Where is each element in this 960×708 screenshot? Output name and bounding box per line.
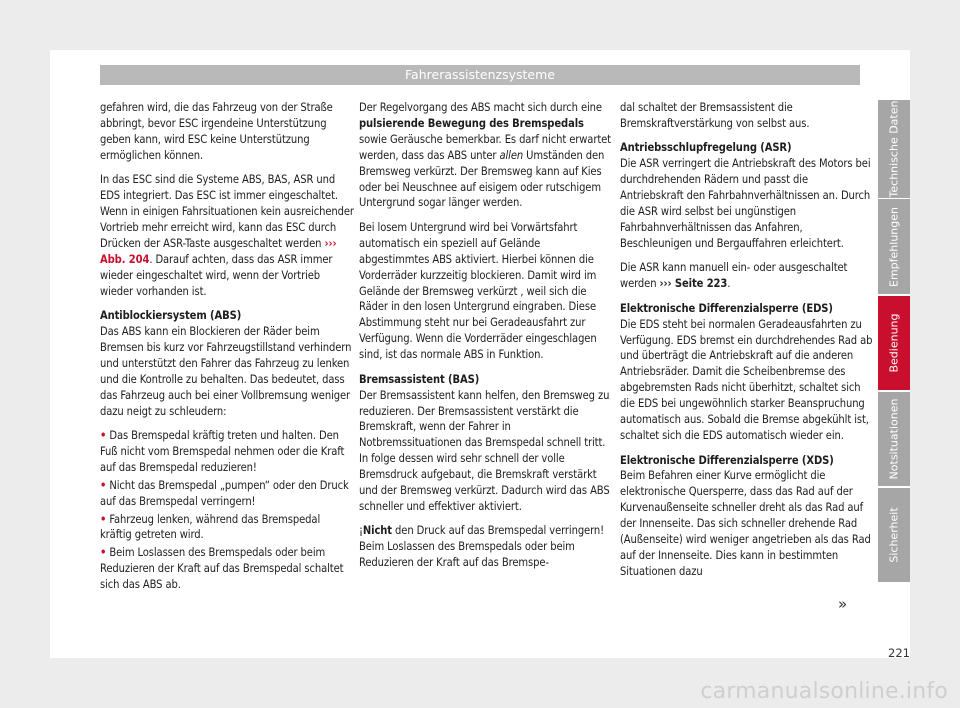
- bullet-icon: •: [100, 478, 107, 492]
- tab-sicherheit[interactable]: [878, 488, 910, 582]
- tab-label: Notsituationen: [887, 398, 901, 480]
- tab-label: Technische Daten: [887, 100, 901, 198]
- paragraph: [100, 172, 354, 299]
- tab-technische-daten[interactable]: [878, 100, 910, 198]
- list-item-text: Nicht das Bremspedal „pumpen“ oder den Druck auf das Bremspedal verringern!: [100, 478, 349, 508]
- text-run: In das ESC sind die Systeme ABS, BAS, ASR und EDS integriert. Das ESC ist immer eingeschaltet. Wenn in einigen Fahrsituationen kein ausreichender Vortrieb mehr erreicht wird, kann das ESC durch Drücken der ASR-Taste ausgeschaltet werden: [100, 173, 354, 250]
- list-item-text: Beim Loslassen des Bremspedals oder beim Reduzieren der Kraft auf das Bremspedal schaltet sich das ABS ab.: [100, 546, 344, 592]
- paragraph: gefahren wird, die das Fahrzeug von der Straße abbringt, bevor ESC irgendeine Unterstützung geben kann, wird ESC keine Unterstützung ermöglichen können.: [100, 101, 333, 162]
- paragraph: [620, 260, 874, 292]
- section-heading: Elektronische Differenzialsperre (XDS): [620, 453, 834, 467]
- text-run: Der Regelvorgang des ABS macht sich durch eine: [359, 101, 602, 114]
- text-run: .: [727, 277, 731, 291]
- section-heading: Antiblockiersystem (ABS): [100, 309, 242, 323]
- text-run: . Darauf achten, dass das ASR immer wieder eingeschaltet wird, wenn der Vortrieb wieder vorhanden ist.: [100, 252, 333, 298]
- section-heading: Elektronische Differenzialsperre (EDS): [620, 301, 833, 315]
- text-run: Die ASR kann manuell ein- oder ausgeschaltet werden: [620, 261, 848, 291]
- tab-empfehlungen[interactable]: [878, 199, 910, 294]
- list-item-text: Fahrzeug lenken, während das Bremspedal kräftig getreten wird.: [100, 512, 321, 542]
- text-column-1: [100, 100, 354, 595]
- bullet-icon: •: [100, 512, 107, 526]
- bold-run: pulsierende Bewegung des Bremspedals: [359, 116, 584, 130]
- list-item: [100, 478, 354, 510]
- tab-label: Empfehlungen: [887, 206, 901, 287]
- page-number: 221: [888, 646, 910, 660]
- tab-notsituationen[interactable]: [878, 392, 910, 486]
- paragraph: Das ABS kann ein Blockieren der Räder beim Bremsen bis kurz vor Fahrzeugstillstand verhindern und unterstützt den Fahrer das Fahrzeug zu lenken und die Kontrolle zu behalten. Das bedeutet, dass das Fahrzeug auch bei einer Vollbremsung weniger dazu neigt zu schleudern:: [100, 324, 352, 418]
- page-reference-link[interactable]: ››› Seite 223: [659, 277, 728, 291]
- paragraph: Der Bremsassistent kann helfen, den Bremsweg zu reduzieren. Der Bremsassistent verstärkt die Bremskraft, wenn der Fahrer in Notbremssituationen das Bremspedal schnell tritt. In folge dessen wird sehr schnell der volle Bremsdruck aufgebaut, die Bremskraft verstärkt und der Bremsweg verkürzt. Dadurch wird das ABS schneller und effektiver aktiviert.: [359, 388, 610, 513]
- text-column-2: [359, 100, 613, 580]
- bold-run: Nicht: [362, 524, 392, 538]
- list-item: [100, 512, 354, 544]
- tab-label: Sicherheit: [887, 507, 901, 563]
- page-header: Fahrerassistenzsysteme: [100, 65, 860, 85]
- list-item: [100, 545, 354, 593]
- text-column-3: [620, 100, 874, 588]
- section-heading: Bremsassistent (BAS): [359, 372, 480, 386]
- paragraph: [359, 523, 613, 571]
- paragraph: Beim Befahren einer Kurve ermöglicht die elektronische Quersperre, dass das Rad auf der Kurvenaußenseite schneller dreht als das Rad auf der Innenseite. Das sich schneller drehende Rad (Außenseite) wird weniger angetrieben als das Rad auf der Innenseite. Dies kann in bestimmten Situationen dazu: [620, 469, 871, 578]
- watermark: carmanualsonline.info: [700, 679, 948, 704]
- bullet-icon: •: [100, 546, 107, 560]
- paragraph: [359, 100, 613, 211]
- paragraph: Die ASR verringert die Antriebskraft des Motors bei durchdrehenden Rädern und passt die Antriebskraft den Fahrbahnverhältnissen an. Durch die ASR wird selbst bei ungünstigen Fahrbahnverhältnissen das Anfahren, Beschleunigen und Bergauffahren erleichtert.: [620, 157, 871, 250]
- tab-bedienung[interactable]: [878, 296, 910, 390]
- figure-reference-link[interactable]: ››› Abb. 204: [100, 236, 337, 266]
- bullet-icon: •: [100, 429, 107, 442]
- text-run: sowie Geräusche bemerkbar. Es darf nicht erwartet werden, dass das ABS unter: [359, 132, 611, 162]
- paragraph: Die EDS steht bei normalen Geradeausfahrten zu Verfügung. EDS bremst ein durchdrehendes Rad ab und überträgt die Antriebskraft auf die anderen Antriebsräder. Damit die Scheibenbremse des abgebremsten Rads nicht überhitzt, schaltet sich die EDS bei ungewöhnlich starker Beanspruchung automatisch aus. Sobald die Bremse abgekühlt ist, schaltet sich die EDS automatisch wieder ein.: [620, 317, 873, 442]
- tab-label: Bedienung: [887, 313, 901, 373]
- list-item-text: Das Bremspedal kräftig treten und halten. Den Fuß nicht vom Bremspedal nehmen oder die Kraft auf das Bremspedal reduzieren!: [100, 429, 345, 474]
- text-run: ¡: [359, 524, 363, 538]
- text-run: Umständen den Bremsweg verkürzt. Der Bremsweg kann auf Kies oder bei Neuschnee auf eisigem oder rutschigem Untergrund sogar länger werden.: [359, 148, 605, 210]
- italic-run: allen: [499, 148, 524, 162]
- text-run: den Druck auf das Bremspedal verringern! Beim Loslassen des Bremspedals oder beim Reduzieren der Kraft auf das Bremspe-: [359, 524, 605, 570]
- continue-arrow-icon: »: [838, 595, 848, 613]
- section-heading: Antriebsschlupfregelung (ASR): [620, 141, 792, 155]
- list-item: [100, 428, 354, 476]
- paragraph: dal schaltet der Bremsassistent die Bremskraftverstärkung von selbst aus.: [620, 101, 810, 130]
- paragraph: Bei losem Untergrund wird bei Vorwärtsfahrt automatisch ein speziell auf Gelände abgestimmtes ABS aktiviert. Hierbei können die Vorderräder kurzzeitig blockieren. Damit wird im Gelände der Bremsweg verkürzt , weil sich die Räder in den losen Untergrund eingraben. Diese Abstimmung steht nur bei Geradeausfahrt zur Verfügung. Wenn die Vorderräder eingeschlagen sind, ist das normale ABS in Funktion.: [359, 220, 597, 362]
